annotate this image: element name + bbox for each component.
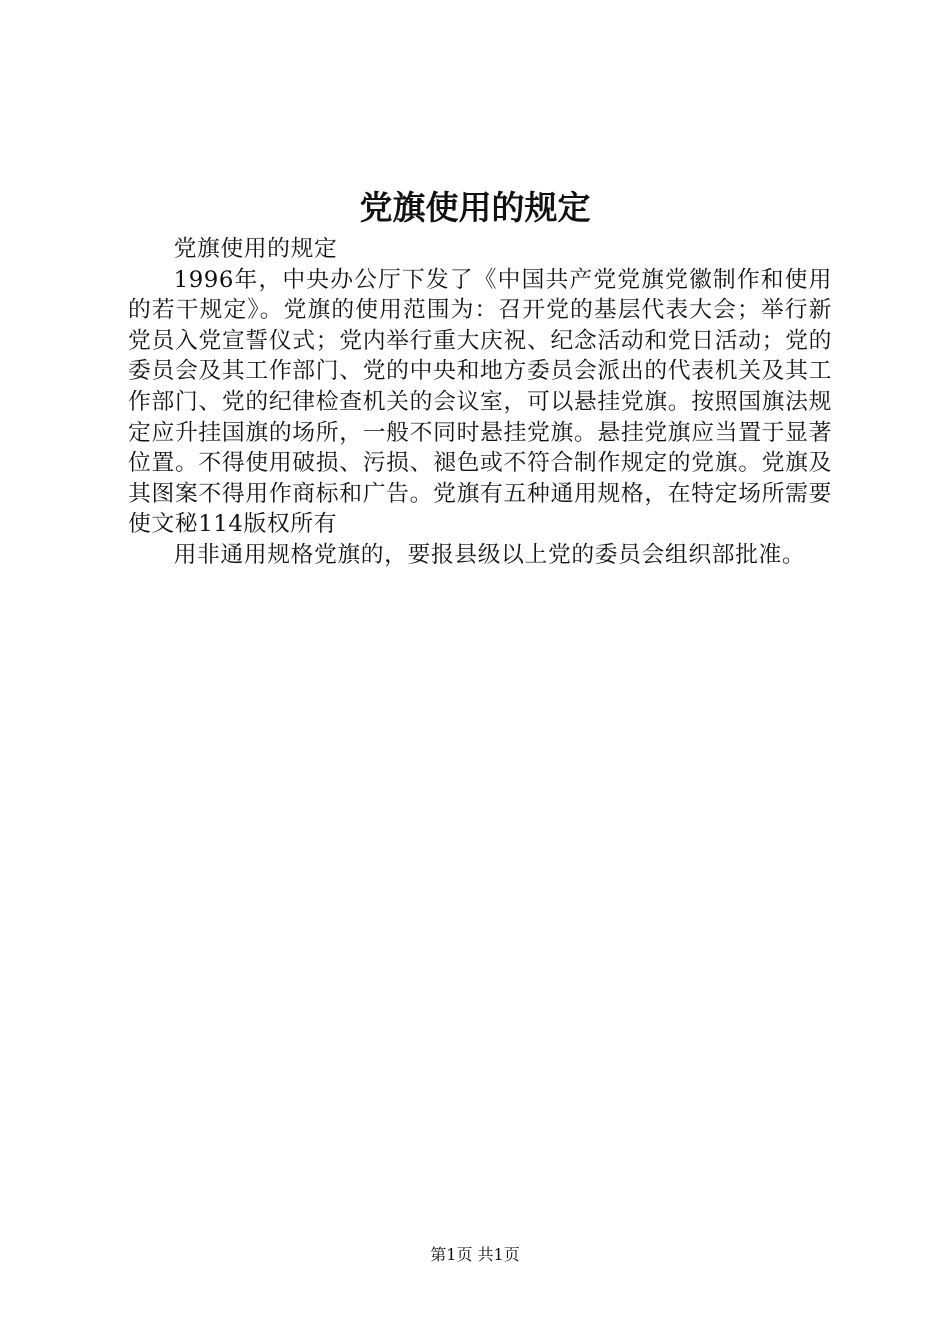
document-body (128, 234, 832, 571)
document-title: 党旗使用的规定 (359, 188, 591, 227)
paragraph-closing: 用非通用规格党旗的，要报县级以上党的委员会组织部批准。 (173, 541, 806, 568)
paragraph-heading: 党旗使用的规定 (173, 236, 338, 262)
paragraph-main: 1996年，中央办公厅下发了《中国共产党党旗党徽制作和使用的若干规定》。党旗的使用范围为：召开党的基层代表大会；举行新党员入党宣誓仪式；党内举行重大庆祝、纪念活动和党日活动；党的委员会及其工作部门、党的中央和地方委员会派出的代表机关及其工作部门、党的纪律检查机关的会议室，可以悬挂党旗。按照国旗法规定应升挂国旗的场所，一般不同时悬挂党旗。悬挂党旗应当置于显著位置。不得使用破损、污损、褪色或不符合制作规定的党旗。党旗及其图案不得用作商标和广告。党旗有五种通用规格，在特定场所需要使文秘114版权所有 (128, 266, 832, 538)
page-footer: 第1页 共1页 (430, 1245, 520, 1264)
